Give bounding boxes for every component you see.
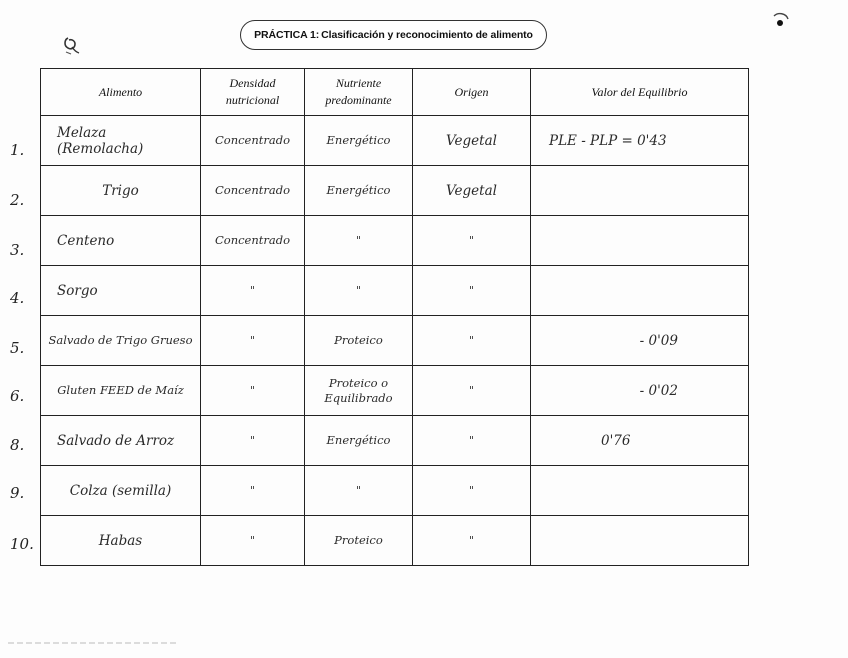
- cell-nutriente: Proteico o Equilibrado: [305, 366, 413, 416]
- title-text: Clasificación y reconocimiento de alimento: [321, 29, 533, 41]
- punch-hole-icon: [770, 10, 792, 32]
- cell-origen: Vegetal: [413, 166, 531, 216]
- cell-valor: [531, 466, 749, 516]
- cell-origen: ": [413, 516, 531, 566]
- cell-origen: ": [413, 416, 531, 466]
- table-row: [41, 166, 749, 216]
- row-number: 8.: [10, 436, 25, 454]
- row-number: 6.: [10, 387, 25, 405]
- cell-nutriente: Energético: [305, 166, 413, 216]
- row-number: 10.: [10, 535, 34, 553]
- cell-densidad: ": [201, 466, 305, 516]
- table-row: [41, 116, 749, 166]
- cell-densidad: ": [201, 416, 305, 466]
- cell-densidad: ": [201, 266, 305, 316]
- cell-densidad: ": [201, 366, 305, 416]
- row-number: 5.: [10, 339, 25, 357]
- row-number: 1.: [10, 141, 25, 159]
- cell-valor: [531, 216, 749, 266]
- cell-nutriente: Energético: [305, 416, 413, 466]
- cell-origen: ": [413, 466, 531, 516]
- cell-densidad: ": [201, 516, 305, 566]
- cell-alimento: Centeno: [41, 216, 201, 266]
- table-row: [41, 366, 749, 416]
- table-header-row: [41, 69, 749, 116]
- cell-valor: - 0'09: [531, 316, 749, 366]
- scan-artifact-line: [8, 642, 178, 644]
- cell-alimento: Salvado de Arroz: [41, 416, 201, 466]
- cell-origen: ": [413, 266, 531, 316]
- cell-alimento: Gluten FEED de Maíz: [41, 366, 201, 416]
- cell-densidad: Concentrado: [201, 116, 305, 166]
- column-header-alimento: Alimento: [41, 69, 201, 116]
- stamp-icon: [60, 32, 86, 58]
- cell-origen: ": [413, 216, 531, 266]
- cell-alimento: Salvado de Trigo Grueso: [41, 316, 201, 366]
- cell-alimento: Habas: [41, 516, 201, 566]
- cell-nutriente: Energético: [305, 116, 413, 166]
- row-number: 9.: [10, 484, 25, 502]
- cell-valor: PLE - PLP = 0'43: [531, 116, 749, 166]
- table-row: [41, 516, 749, 566]
- cell-origen: Vegetal: [413, 116, 531, 166]
- row-number: 4.: [10, 289, 25, 307]
- cell-alimento: Colza (semilla): [41, 466, 201, 516]
- cell-densidad: Concentrado: [201, 166, 305, 216]
- cell-alimento: Melaza (Remolacha): [41, 116, 201, 166]
- cell-origen: ": [413, 316, 531, 366]
- cell-valor: [531, 166, 749, 216]
- cell-valor: [531, 266, 749, 316]
- table-row: [41, 416, 749, 466]
- food-classification-table: [40, 68, 749, 566]
- cell-nutriente: Proteico: [305, 316, 413, 366]
- cell-alimento: Sorgo: [41, 266, 201, 316]
- cell-valor: - 0'02: [531, 366, 749, 416]
- cell-valor: 0'76: [531, 416, 749, 466]
- cell-densidad: ": [201, 316, 305, 366]
- cell-valor: [531, 516, 749, 566]
- column-header-nutriente: Nutriente predominante: [305, 69, 413, 116]
- title-prefix: PRÁCTICA 1:: [254, 29, 320, 41]
- page-title: [240, 20, 547, 50]
- cell-origen: ": [413, 366, 531, 416]
- cell-nutriente: ": [305, 216, 413, 266]
- table-row: [41, 316, 749, 366]
- table-row: [41, 216, 749, 266]
- cell-nutriente: Proteico: [305, 516, 413, 566]
- table-row: [41, 466, 749, 516]
- cell-alimento: Trigo: [41, 166, 201, 216]
- column-header-valor: Valor del Equilibrio: [531, 69, 749, 116]
- row-number: 2.: [10, 191, 25, 209]
- cell-densidad: Concentrado: [201, 216, 305, 266]
- cell-nutriente: ": [305, 266, 413, 316]
- table-row: [41, 266, 749, 316]
- column-header-origen: Origen: [413, 69, 531, 116]
- cell-nutriente: ": [305, 466, 413, 516]
- row-number: 3.: [10, 241, 25, 259]
- column-header-densidad: Densidad nutricional: [201, 69, 305, 116]
